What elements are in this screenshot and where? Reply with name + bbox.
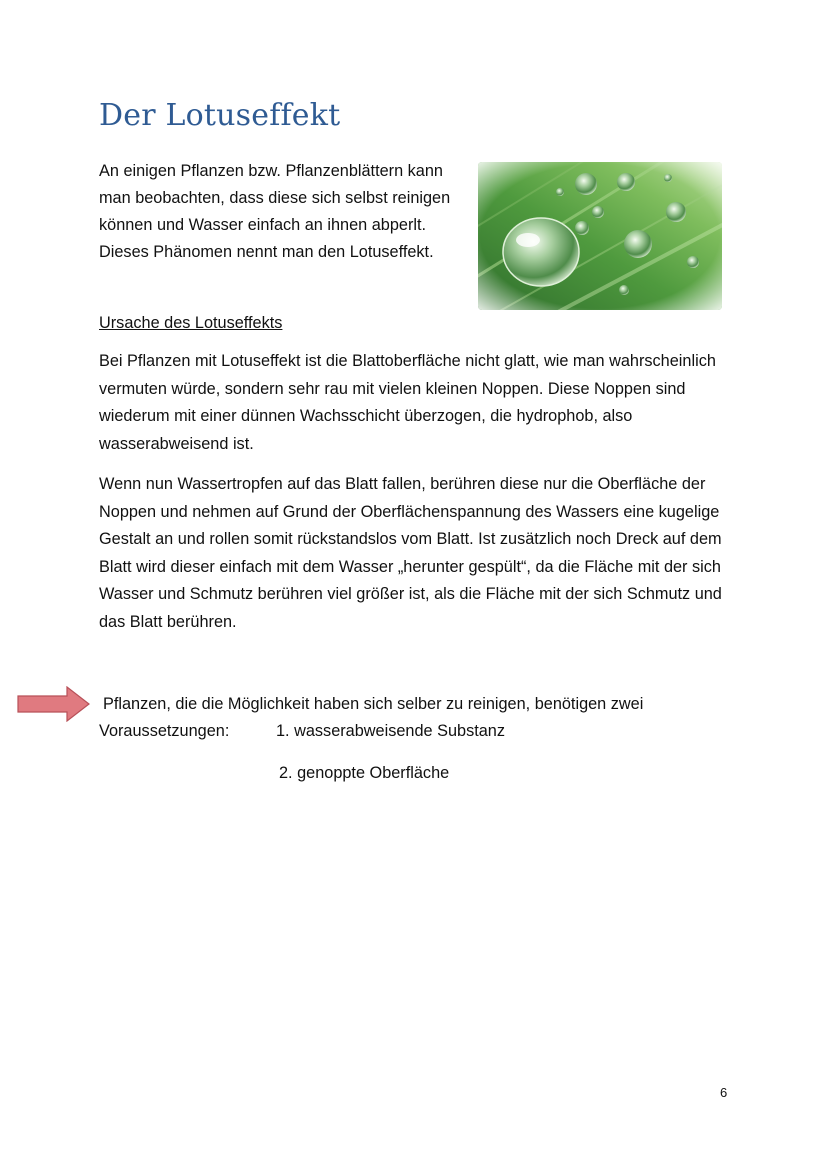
body-paragraph-2: Wenn nun Wassertropfen auf das Blatt fallen, berühren diese nur die Oberfläche der Noppen und nehmen auf Grund der Oberflächenspannung des Wassers eine kugelige Gestalt an und rollen somit rückstandslos vom Blatt. Ist zusätzlich noch Dreck auf dem Blatt wird dieser einfach mit dem Wasser „herunter gespült“, da die Fläche mit der sich Wasser und Schmutz berühren viel größer ist, als die Fläche mit der sich Schmutz und das Blatt berühren. <box>99 475 722 631</box>
page-number: 6 <box>720 1085 728 1100</box>
requirement-item-2: 2. genoppte Oberfläche <box>279 764 450 782</box>
requirements-label: Voraussetzungen: <box>99 722 230 740</box>
conclusion-text: Pflanzen, die die Möglichkeit haben sich selber zu reinigen, benötigen zwei <box>103 695 644 713</box>
requirement-item-1: 1. wasserabweisende Substanz <box>276 722 505 740</box>
section-heading: Ursache des Lotuseffekts <box>99 314 283 332</box>
right-arrow-icon <box>17 686 91 722</box>
intro-paragraph: An einigen Pflanzen bzw. Pflanzenblättern kann man beobachten, dass diese sich selbst reinigen können und Wasser einfach an ihnen abperlt. Dieses Phänomen nennt man den Lotuseffekt. <box>99 162 451 261</box>
page-title: Der Lotuseffekt <box>99 98 341 133</box>
leaf-water-drops-image <box>478 162 722 310</box>
body-paragraph-1: Bei Pflanzen mit Lotuseffekt ist die Blattoberfläche nicht glatt, wie man wahrscheinlich vermuten würde, sondern sehr rau mit vielen kleinen Noppen. Diese Noppen sind wiederum mit einer dünnen Wachsschicht überzogen, die hydrophob, also wasserabweisend ist. <box>99 352 716 453</box>
